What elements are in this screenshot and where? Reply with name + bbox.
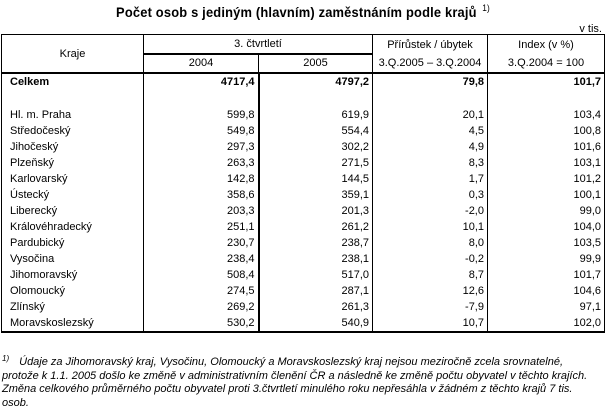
cell-index: 103,1 xyxy=(488,155,605,171)
cell-region: Pardubický xyxy=(2,235,144,251)
cell-index: 99,0 xyxy=(488,203,605,219)
cell-region: Vysočina xyxy=(2,251,144,267)
table-row xyxy=(2,315,605,332)
cell-index: 101,6 xyxy=(488,139,605,155)
cell-change: 1,7 xyxy=(373,171,488,187)
cell-region: Jihomoravský xyxy=(2,267,144,283)
cell-2004: 297,3 xyxy=(144,139,259,155)
cell-region: Celkem xyxy=(2,73,144,91)
cell-change: 8,3 xyxy=(373,155,488,171)
cell-index: 99,9 xyxy=(488,251,605,267)
cell-region: Liberecký xyxy=(2,203,144,219)
cell-2004: 358,6 xyxy=(144,187,259,203)
cell-2004: 274,5 xyxy=(144,283,259,299)
cell-2005: 540,9 xyxy=(259,315,373,332)
table-row xyxy=(2,299,605,315)
cell-index: 103,5 xyxy=(488,235,605,251)
cell-2005: 271,5 xyxy=(259,155,373,171)
header-change: Přírůstek / úbytek xyxy=(373,35,488,55)
cell-change: 10,7 xyxy=(373,315,488,332)
cell-change: 8,0 xyxy=(373,235,488,251)
table-row xyxy=(2,187,605,203)
table-row xyxy=(2,251,605,267)
cell-index: 103,4 xyxy=(488,107,605,123)
cell-change: 4,9 xyxy=(373,139,488,155)
cell-change: 0,3 xyxy=(373,187,488,203)
cell-region: Karlovarský xyxy=(2,171,144,187)
cell-2005: 201,3 xyxy=(259,203,373,219)
cell-2004: 263,3 xyxy=(144,155,259,171)
table-row xyxy=(2,203,605,219)
table-row xyxy=(2,219,605,235)
header-index: Index (v %) xyxy=(488,35,605,55)
cell-index: 100,8 xyxy=(488,123,605,139)
cell-2005: 359,1 xyxy=(259,187,373,203)
footnote-text: Údaje za Jihomoravský kraj, Vysočinu, Olomoucký a Moravskoslezský kraj nejsou meziročně zcela srovnatelné, protože k 1.1. 2005 došlo ke změně v administrativním členění ČR a následně ke změně počtu obyvatel v těchto krajích. Změna celkového průměrného počtu obyvatel proti 3.čtvrtletí minulého roku nepřesáhla v žádném z těchto krajů 7 tis. osob. xyxy=(2,356,588,409)
cell-2004: 508,4 xyxy=(144,267,259,283)
cell-region: Středočeský xyxy=(2,123,144,139)
cell-2005: 302,2 xyxy=(259,139,373,155)
cell-2004: 230,7 xyxy=(144,235,259,251)
cell-change: -7,9 xyxy=(373,299,488,315)
table-row xyxy=(2,171,605,187)
cell-2004: 251,1 xyxy=(144,219,259,235)
cell-2004: 549,8 xyxy=(144,123,259,139)
cell-region: Plzeňský xyxy=(2,155,144,171)
cell-2005: 238,7 xyxy=(259,235,373,251)
table-row-total xyxy=(2,73,605,91)
cell-index: 104,6 xyxy=(488,283,605,299)
page-title xyxy=(24,3,582,20)
cell-region: Moravskoslezský xyxy=(2,315,144,332)
cell-index: 101,2 xyxy=(488,171,605,187)
footnote xyxy=(2,352,602,410)
cell-region: Olomoucký xyxy=(2,283,144,299)
cell-region: Zlínský xyxy=(2,299,144,315)
cell-change: 12,6 xyxy=(373,283,488,299)
table-row xyxy=(2,107,605,123)
table-row xyxy=(2,155,605,171)
cell-change: 8,7 xyxy=(373,267,488,283)
cell-change: 79,8 xyxy=(373,73,488,91)
title-text: Počet osob s jediným (hlavním) zaměstnáním podle krajů xyxy=(116,4,477,20)
cell-2004: 269,2 xyxy=(144,299,259,315)
employment-by-region-table xyxy=(1,34,605,333)
cell-index: 101,7 xyxy=(488,73,605,91)
cell-2004: 203,3 xyxy=(144,203,259,219)
cell-2004: 530,2 xyxy=(144,315,259,332)
cell-change: -0,2 xyxy=(373,251,488,267)
header-region: Kraje xyxy=(2,35,144,74)
table-row xyxy=(2,235,605,251)
table-row xyxy=(2,123,605,139)
cell-region: Hl. m. Praha xyxy=(2,107,144,123)
title-footnote-mark: 1) xyxy=(482,3,490,13)
cell-2005: 517,0 xyxy=(259,267,373,283)
cell-index: 101,7 xyxy=(488,267,605,283)
table-row xyxy=(2,139,605,155)
cell-2005: 144,5 xyxy=(259,171,373,187)
cell-2005: 261,2 xyxy=(259,219,373,235)
cell-2005: 238,1 xyxy=(259,251,373,267)
cell-region: Královéhradecký xyxy=(2,219,144,235)
cell-2004: 142,8 xyxy=(144,171,259,187)
cell-2004: 4717,4 xyxy=(144,73,259,91)
cell-region: Jihočeský xyxy=(2,139,144,155)
cell-2004: 599,8 xyxy=(144,107,259,123)
table-row xyxy=(2,283,605,299)
cell-index: 102,0 xyxy=(488,315,605,332)
cell-index: 97,1 xyxy=(488,299,605,315)
cell-index: 104,0 xyxy=(488,219,605,235)
cell-index: 100,1 xyxy=(488,187,605,203)
header-index-sub: 3.Q.2004 = 100 xyxy=(488,54,605,73)
cell-change: 10,1 xyxy=(373,219,488,235)
table-spacer-row xyxy=(2,91,605,107)
cell-2005: 287,1 xyxy=(259,283,373,299)
cell-2005: 619,9 xyxy=(259,107,373,123)
unit-label: v tis. xyxy=(579,23,602,35)
header-year-2004: 2004 xyxy=(144,54,259,73)
cell-change: 20,1 xyxy=(373,107,488,123)
cell-change: 4,5 xyxy=(373,123,488,139)
header-year-2005: 2005 xyxy=(259,54,373,73)
table-row xyxy=(2,267,605,283)
footnote-mark: 1) xyxy=(2,354,10,363)
header-change-sub: 3.Q.2005 – 3.Q.2004 xyxy=(373,54,488,73)
cell-2005: 261,3 xyxy=(259,299,373,315)
cell-2004: 238,4 xyxy=(144,251,259,267)
cell-change: -2,0 xyxy=(373,203,488,219)
cell-2005: 554,4 xyxy=(259,123,373,139)
cell-region: Ústecký xyxy=(2,187,144,203)
header-quarter: 3. čtvrtletí xyxy=(144,35,373,55)
cell-2005: 4797,2 xyxy=(259,73,373,91)
